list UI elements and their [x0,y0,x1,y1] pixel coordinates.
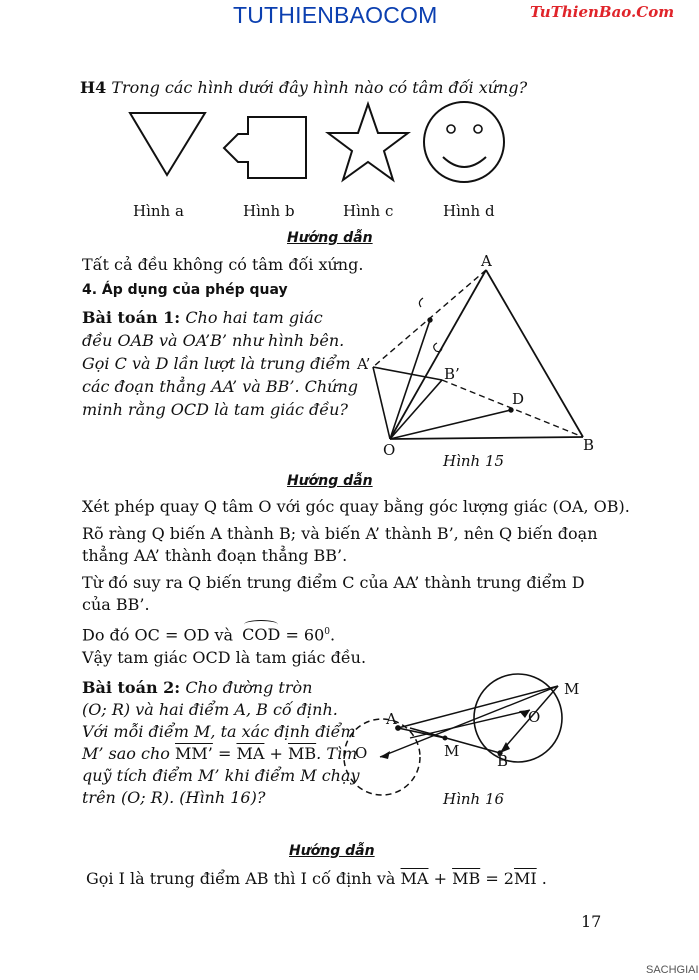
site-logo: TuThienBao.Com [530,3,675,21]
problem1-text-2: đều OAB và OA’B’ như hình bên. [82,331,345,350]
problem2-line4-pre: M’ sao cho [82,744,170,763]
solution1-line4-post: = 60 [285,625,325,645]
h4-question: Trong các hình dưới đây hình nào có tâm đối xứng? [111,78,528,97]
problem2-line4-post: . Tìm [316,744,358,763]
h4-answer: Tất cả đều không có tâm đối xứng. [82,255,364,274]
problem1-line1 [82,308,323,328]
fig15-label-d: D [512,390,525,408]
problem1-text-1: Cho hai tam giác [185,308,323,327]
shape-a-triangle [130,113,205,175]
problem2-line1 [82,678,312,698]
fig15-label-a-prime: A’ [357,355,371,373]
h4-label: H4 [80,78,107,97]
angle-cod [242,625,280,645]
solution2-vector-ma: $\overline{MA}$ [400,869,429,888]
solution2-pre: Gọi I là trung điểm AB thì I cố định và [86,869,396,888]
caption-hinh-a: Hình a [133,202,184,220]
figure-15-diagram [373,270,583,439]
vector-ma: $\overline{MA}$ [236,744,265,763]
problem1-text-3: Gọi C và D lần lượt là trung điểm [82,354,351,373]
solution1-line3a: Từ đó suy ra Q biến trung điểm C của AA’ thành trung điểm D [82,573,585,592]
figure-16-diagram [344,674,562,795]
problem1-text-5: minh rằng OCD là tam giác đều? [82,400,348,419]
solution2-plus: + [433,869,447,888]
fig15-label-o: O [383,441,396,459]
plus-sign: + [269,744,283,763]
solution2-vector-mb: $\overline{MB}$ [452,869,481,888]
solution1-line3b: của BB’. [82,595,150,614]
fig16-label-o-left: O [355,744,368,762]
equals-sign: = [217,744,232,763]
fig16-caption: Hình 16 [443,790,505,808]
solution2-line [86,869,547,889]
caption-hinh-b: Hình b [243,202,295,220]
solution1-line4 [82,622,335,645]
solution1-line2a: Rõ ràng Q biến A thành B; và biến A’ thành B’, nên Q biến đoạn [82,524,598,543]
section-4-title: 4. Áp dụng của phép quay [82,282,288,298]
vector-mb: $\overline{MB}$ [288,744,317,763]
guide-heading-1: Hướng dẫn [287,230,373,246]
problem2-text-1: Cho đường tròn [185,678,313,697]
solution2-vector-mi: $\overline{MI}$ [513,869,537,888]
fig16-label-a: A [386,710,397,728]
footer-watermark: SACHGIAI [646,964,699,976]
problem1-label: Bài toán 1: [82,308,181,327]
problem2-text-4 [82,744,357,764]
fig16-label-m-top: M [564,680,580,698]
caption-hinh-c: Hình c [343,202,394,220]
fig15-label-b: B [583,436,595,454]
problem1-text-4: các đoạn thẳng AA’ và BB’. Chứng [82,377,359,396]
angle-cod-text: COD [242,625,281,645]
guide-heading-2: Hướng dẫn [287,473,373,489]
vector-mm-prime: MM’ [175,744,213,763]
solution1-line1: Xét phép quay Q tâm O với góc quay bằng góc lượng giác (OA, OB). [82,497,630,516]
problem2-label: Bài toán 2: [82,678,181,697]
site-title: TUTHIENBAOCOM [233,2,438,28]
solution2-eq: = 2 [485,869,514,888]
page-number: 17 [581,912,602,931]
guide-heading-3: Hướng dẫn [289,843,375,859]
shape-d-smiley [424,102,504,182]
solution1-line5: Vậy tam giác OCD là tam giác đều. [82,648,367,667]
fig16-label-b: B [497,752,509,770]
problem2-text-2: (O; R) và hai điểm A, B cố định. [82,700,338,719]
degree-superscript: 0 [324,627,331,637]
problem2-text-5: quỹ tích điểm M’ khi điểm M chạy [82,766,360,785]
fig15-label-b-prime: B’ [444,365,460,383]
solution1-line2b: thẳng AA’ thành đoạn thẳng BB’. [82,546,348,565]
solution1-line4-pre: Do đó OC = OD và [82,625,234,645]
fig16-label-o-right: O [528,708,541,726]
problem2-text-3: Với mỗi điểm M, ta xác định điểm [82,722,356,741]
solution1-line4-end: . [330,625,336,645]
fig15-label-a: A [481,252,492,270]
problem2-text-6: trên (O; R). (Hình 16)? [82,788,266,807]
fig16-label-m-mid: M [444,742,460,760]
solution2-end: . [541,869,547,888]
caption-hinh-d: Hình d [443,202,495,220]
shape-c-star [328,104,408,180]
angle-cod-arc-icon [244,620,278,629]
fig15-caption: Hình 15 [443,452,505,470]
shape-b-arrow-square [224,117,306,178]
